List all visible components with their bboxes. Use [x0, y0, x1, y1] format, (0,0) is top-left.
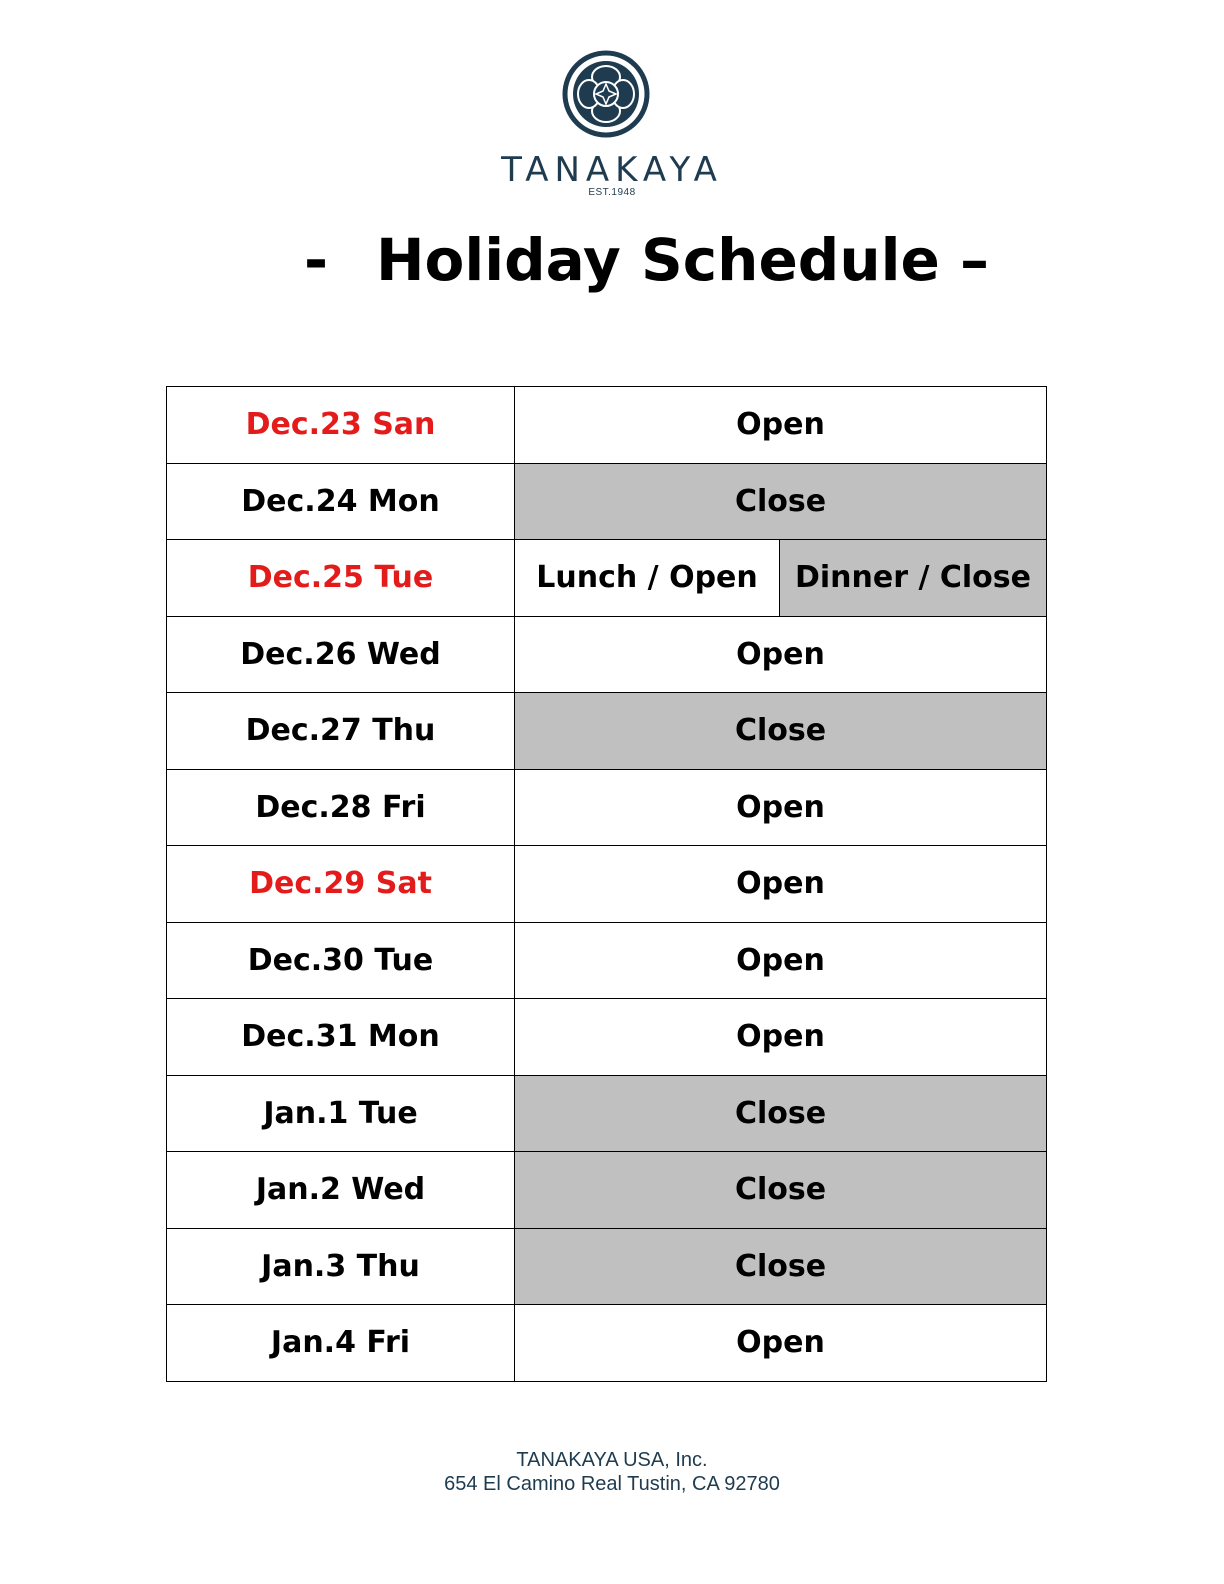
table-row — [167, 387, 1047, 464]
status-cell: Open — [515, 1305, 1047, 1382]
table-row — [167, 540, 1047, 617]
table-row — [167, 922, 1047, 999]
tanakaya-crest-logo — [562, 50, 650, 138]
status-cell: Close — [515, 693, 1047, 770]
date-cell: Dec.23 San — [167, 387, 515, 464]
title-text: Holiday Schedule – — [376, 226, 990, 294]
status-cell: Open — [515, 387, 1047, 464]
date-cell: Jan.2 Wed — [167, 1152, 515, 1229]
status-cell: Open — [515, 846, 1047, 923]
table-row — [167, 769, 1047, 846]
brand-established: EST.1948 — [588, 187, 636, 198]
status-cell: Close — [515, 1152, 1047, 1229]
table-row — [167, 1152, 1047, 1229]
date-cell: Dec.31 Mon — [167, 999, 515, 1076]
status-cell: Open — [515, 999, 1047, 1076]
date-cell: Jan.4 Fri — [167, 1305, 515, 1382]
table-row — [167, 693, 1047, 770]
status-cell: Close — [515, 1075, 1047, 1152]
status-cell: Open — [515, 616, 1047, 693]
status-cell: Open — [515, 922, 1047, 999]
table-row — [167, 1228, 1047, 1305]
footer-address: 654 El Camino Real Tustin, CA 92780 — [444, 1473, 780, 1495]
title-dash: - — [304, 226, 329, 294]
dinner-status-cell: Dinner / Close — [780, 540, 1047, 617]
footer-company: TANAKAYA USA, Inc. — [516, 1449, 708, 1471]
status-cell: Close — [515, 1228, 1047, 1305]
date-cell: Dec.27 Thu — [167, 693, 515, 770]
date-cell: Dec.29 Sat — [167, 846, 515, 923]
brand-name: TANAKAYA — [501, 150, 723, 190]
lunch-status-cell: Lunch / Open — [515, 540, 780, 617]
table-row — [167, 463, 1047, 540]
date-cell: Dec.25 Tue — [167, 540, 515, 617]
date-cell: Jan.1 Tue — [167, 1075, 515, 1152]
date-cell: Jan.3 Thu — [167, 1228, 515, 1305]
page-title — [0, 226, 1224, 306]
table-row — [167, 999, 1047, 1076]
table-row — [167, 1305, 1047, 1382]
date-cell: Dec.28 Fri — [167, 769, 515, 846]
table-row — [167, 1075, 1047, 1152]
status-cell: Open — [515, 769, 1047, 846]
date-cell: Dec.30 Tue — [167, 922, 515, 999]
date-cell: Dec.26 Wed — [167, 616, 515, 693]
holiday-schedule-table — [166, 386, 1047, 1382]
table-row — [167, 616, 1047, 693]
table-row — [167, 846, 1047, 923]
status-cell: Close — [515, 463, 1047, 540]
date-cell: Dec.24 Mon — [167, 463, 515, 540]
